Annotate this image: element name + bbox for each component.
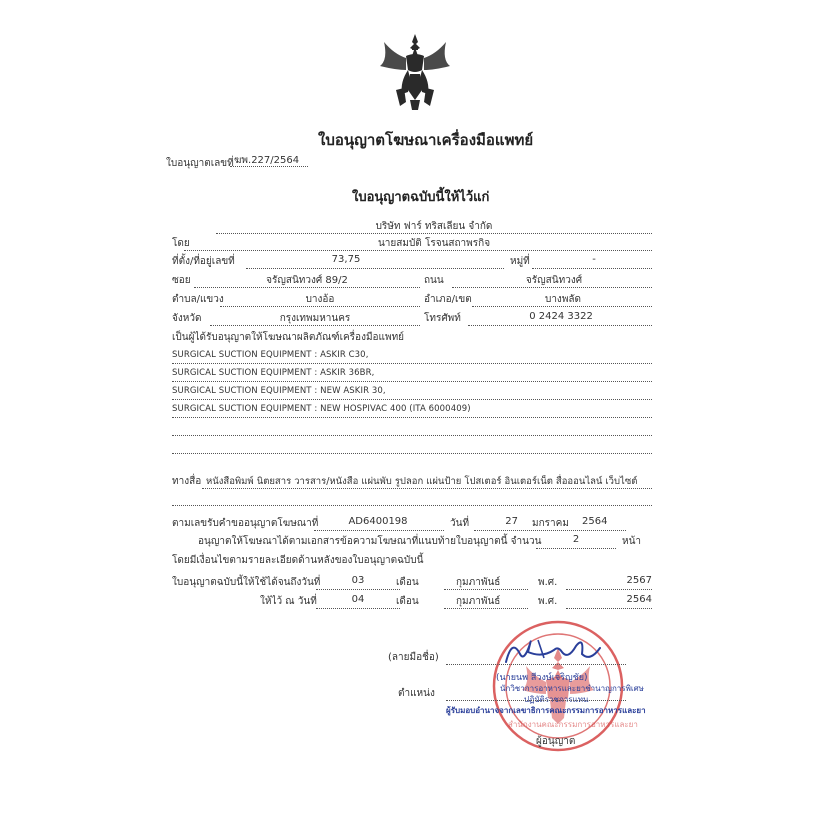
request-day: 27 <box>505 516 518 527</box>
province-line <box>210 325 420 326</box>
document-title: ใบอนุญาตโฆษณาเครื่องมือแพทย์ <box>318 131 534 149</box>
address-no: 73,75 <box>331 254 361 265</box>
request-date-line <box>474 530 626 531</box>
company-line <box>216 233 652 234</box>
by-line <box>184 250 652 251</box>
phone-line <box>468 325 652 326</box>
company-name: บริษัท ฟาร์ ทริสเลียน จำกัด <box>375 221 493 232</box>
product-rule-6 <box>172 453 652 454</box>
signature-line <box>446 664 626 665</box>
media-line <box>202 488 652 489</box>
request-no-line <box>314 530 444 531</box>
product-rule-3 <box>172 399 652 400</box>
signer-title-2: ปฏิบัติราชการแทน <box>524 695 589 704</box>
phone-value: 0 2424 3322 <box>529 311 593 322</box>
product-line-1: SURGICAL SUCTION EQUIPMENT : ASKIR C30, <box>172 350 369 360</box>
given-day: 04 <box>351 594 365 605</box>
media-rule-2 <box>172 505 652 506</box>
garuda-emblem-icon <box>376 30 454 112</box>
subdistrict-value: บางอ้อ <box>305 294 335 305</box>
given-month: กุมภาพันธ์ <box>456 596 501 607</box>
given-year: 2564 <box>626 594 652 605</box>
signature-label: (ลายมือชื่อ) <box>388 652 439 663</box>
position-label: ตำแหน่ง <box>398 688 435 699</box>
signer-name: (นายนพ สีวงษ์เจริญชัย) <box>496 673 588 683</box>
request-no: AD6400198 <box>348 516 408 527</box>
product-line-3: SURGICAL SUCTION EQUIPMENT : NEW ASKIR 30, <box>172 386 386 396</box>
moo-label: หมู่ที่ <box>510 256 530 267</box>
road-value: จรัญสนิทวงศ์ <box>525 275 583 286</box>
handwritten-signature-icon <box>498 632 608 672</box>
position-line <box>446 700 626 701</box>
given-year-line <box>566 608 652 609</box>
media-text: หนังสือพิมพ์ นิตยสาร วารสาร/หนังสือ แผ่นพับ รูปลอก แผ่นป้าย โปสเตอร์ อินเตอร์เน็ต สื่อออนไลน์ เว็บไซต์ <box>206 476 638 487</box>
product-rule-1 <box>172 363 652 364</box>
by-label: โดย <box>172 238 190 249</box>
valid-month-line <box>444 589 528 590</box>
subdistrict-label: ตำบล/แขวง <box>172 294 224 305</box>
request-month: มกราคม <box>532 518 569 529</box>
license-no-label: ใบอนุญาตเลขที่ <box>166 158 234 169</box>
road-label: ถนน <box>424 275 444 286</box>
condition-text: โดยมีเงื่อนไขตามรายละเอียดด้านหลังของใบอนุญาตฉบับนี้ <box>172 555 424 566</box>
issued-to-heading: ใบอนุญาตฉบับนี้ให้ไว้แก่ <box>352 190 490 205</box>
valid-year: 2567 <box>626 575 652 586</box>
given-label: ให้ไว้ ณ วันที่ <box>260 596 317 607</box>
subdistrict-line <box>220 306 420 307</box>
licensor-label: ผู้อนุญาต <box>536 736 576 747</box>
product-rule-4 <box>172 417 652 418</box>
road-line <box>452 287 652 288</box>
license-no-value: ฆพ.227/2564 <box>234 155 300 166</box>
signer-title-1: นักวิชาการอาหารและยาชำนาญการพิเศษ <box>500 684 644 693</box>
soi-label: ซอย <box>172 275 191 286</box>
province-label: จังหวัด <box>172 313 202 324</box>
valid-until-label: ใบอนุญาตฉบับนี้ให้ใช้ได้จนถึงวันที่ <box>172 577 321 588</box>
valid-day: 03 <box>351 575 365 586</box>
given-month-line <box>444 608 528 609</box>
product-line-2: SURGICAL SUCTION EQUIPMENT : ASKIR 36BR, <box>172 368 375 378</box>
phone-label: โทรศัพท์ <box>424 313 461 324</box>
attachment-count: 2 <box>572 534 580 545</box>
product-rule-5 <box>172 435 652 436</box>
soi-line <box>194 287 420 288</box>
given-month-label: เดือน <box>396 596 419 607</box>
by-name: นายสมบัติ โรจนสถาพรกิจ <box>377 238 491 249</box>
moo-value: - <box>592 254 596 265</box>
request-label: ตามเลขรับคำขออนุญาตโฆษณาที่ <box>172 518 319 529</box>
province-value: กรุงเทพมหานคร <box>279 313 351 324</box>
district-label: อำเภอ/เขต <box>424 294 472 305</box>
valid-month-label: เดือน <box>396 577 419 588</box>
attachment-count-line <box>536 548 616 549</box>
moo-line <box>532 268 652 269</box>
valid-month: กุมภาพันธ์ <box>456 577 501 588</box>
valid-year-label: พ.ศ. <box>538 577 558 588</box>
district-value: บางพลัด <box>544 294 582 305</box>
attachment-text: อนุญาตให้โฆษณาได้ตามเอกสารข้อความโฆษณาที่แนบท้ายใบอนุญาตนี้ จำนวน <box>198 536 542 547</box>
given-year-label: พ.ศ. <box>538 596 558 607</box>
request-date-label: วันที่ <box>450 518 470 529</box>
address-label: ที่ตั้ง/ที่อยู่เลขที่ <box>172 256 235 267</box>
address-line <box>246 268 504 269</box>
page-label: หน้า <box>622 536 642 547</box>
valid-year-line <box>566 589 652 590</box>
media-label: ทางสื่อ <box>172 476 202 487</box>
valid-day-line <box>316 589 400 590</box>
permission-text: เป็นผู้ได้รับอนุญาตให้โฆษณาผลิตภัณฑ์เครื่องมือแพทย์ <box>172 332 405 343</box>
request-year: 2564 <box>582 516 608 527</box>
license-no-line <box>230 166 308 167</box>
soi-value: จรัญสนิทวงศ์ 89/2 <box>266 275 348 286</box>
signer-title-4: ผู้รับมอบอำนาจจากเลขาธิการคณะกรรมการอาหารและยา <box>446 706 646 715</box>
seal-text: สำนักงานคณะกรรมการอาหารและยา <box>508 720 638 729</box>
product-rule-2 <box>172 381 652 382</box>
product-line-4: SURGICAL SUCTION EQUIPMENT : NEW HOSPIVAC 400 (ITA 6000409) <box>172 404 471 414</box>
district-line <box>472 306 652 307</box>
given-day-line <box>316 608 400 609</box>
